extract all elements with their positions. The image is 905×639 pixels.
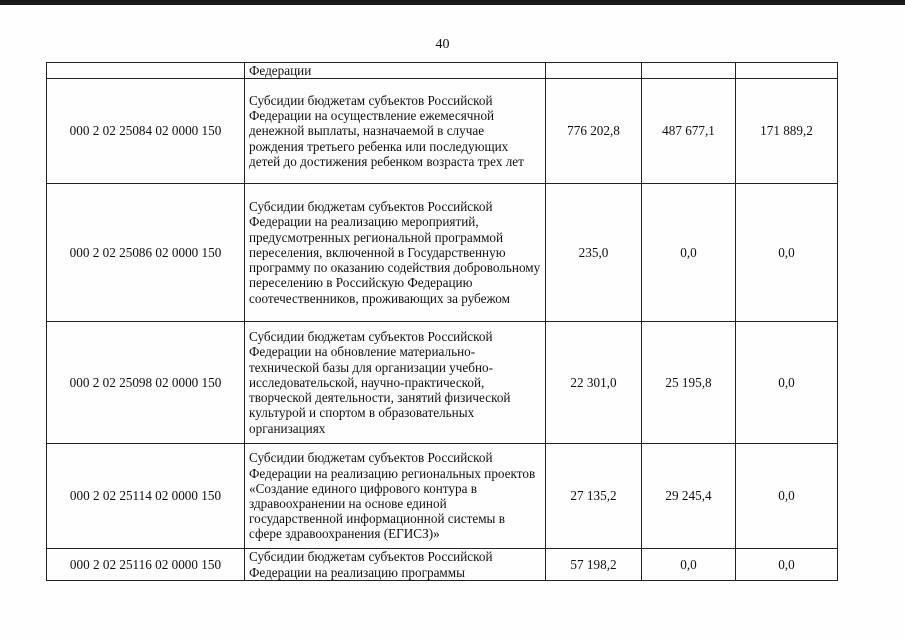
- description-cell: Субсидии бюджетам субъектов Российской Федерации на реализацию региональных проектов «Создание единого цифрового контура в здравоохранении на основе единой государственной информационной системы в сфере здравоохранения (ЕГИСЗ)»: [245, 444, 546, 549]
- amount-cell-year-3: 0,0: [736, 184, 838, 322]
- table-row: [47, 63, 838, 79]
- kbk-code-cell: 000 2 02 25098 02 0000 150: [47, 322, 245, 444]
- table-row: [47, 184, 838, 322]
- amount-cell-year-2: [642, 63, 736, 79]
- amount-cell-year-3: 171 889,2: [736, 79, 838, 184]
- table-row: [47, 322, 838, 444]
- table-row: [47, 549, 838, 581]
- amount-cell-year-1: 776 202,8: [546, 79, 642, 184]
- amount-cell-year-3: 0,0: [736, 322, 838, 444]
- description-cell: Субсидии бюджетам субъектов Российской Федерации на реализацию мероприятий, предусмотренных региональной программой переселения, включенной в Государственную программу по оказанию содействия добровольному переселению в Российскую Федерацию соотечественников, проживающих за рубежом: [245, 184, 546, 322]
- amount-cell-year-3: [736, 63, 838, 79]
- page-number: 40: [435, 37, 450, 52]
- kbk-code-cell: 000 2 02 25086 02 0000 150: [47, 184, 245, 322]
- amount-cell-year-2: 29 245,4: [642, 444, 736, 549]
- kbk-code-cell: 000 2 02 25084 02 0000 150: [47, 79, 245, 184]
- amount-cell-year-2: 25 195,8: [642, 322, 736, 444]
- amount-cell-year-3: 0,0: [736, 444, 838, 549]
- table-row: [47, 444, 838, 549]
- amount-cell-year-1: 27 135,2: [546, 444, 642, 549]
- kbk-code-cell: 000 2 02 25116 02 0000 150: [47, 549, 245, 581]
- amount-cell-year-2: 0,0: [642, 184, 736, 322]
- kbk-code-cell: [47, 63, 245, 79]
- description-cell: Субсидии бюджетам субъектов Российской Федерации на реализацию программы: [245, 549, 546, 581]
- description-cell: Федерации: [245, 63, 546, 79]
- budget-table: [46, 62, 838, 581]
- amount-cell-year-1: 57 198,2: [546, 549, 642, 581]
- description-cell: Субсидии бюджетам субъектов Российской Федерации на осуществление ежемесячной денежной выплаты, назначаемой в случае рождения третьего ребенка или последующих детей до достижения ребенком возраста трех лет: [245, 79, 546, 184]
- amount-cell-year-1: 235,0: [546, 184, 642, 322]
- amount-cell-year-1: [546, 63, 642, 79]
- scan-top-edge: [0, 0, 905, 5]
- description-cell: Субсидии бюджетам субъектов Российской Федерации на обновление материально-технической базы для организации учебно-исследовательской, научно-практической, творческой деятельности, занятий физической культурой и спортом в образовательных организациях: [245, 322, 546, 444]
- amount-cell-year-3: 0,0: [736, 549, 838, 581]
- amount-cell-year-2: 0,0: [642, 549, 736, 581]
- amount-cell-year-1: 22 301,0: [546, 322, 642, 444]
- kbk-code-cell: 000 2 02 25114 02 0000 150: [47, 444, 245, 549]
- amount-cell-year-2: 487 677,1: [642, 79, 736, 184]
- table-row: [47, 79, 838, 184]
